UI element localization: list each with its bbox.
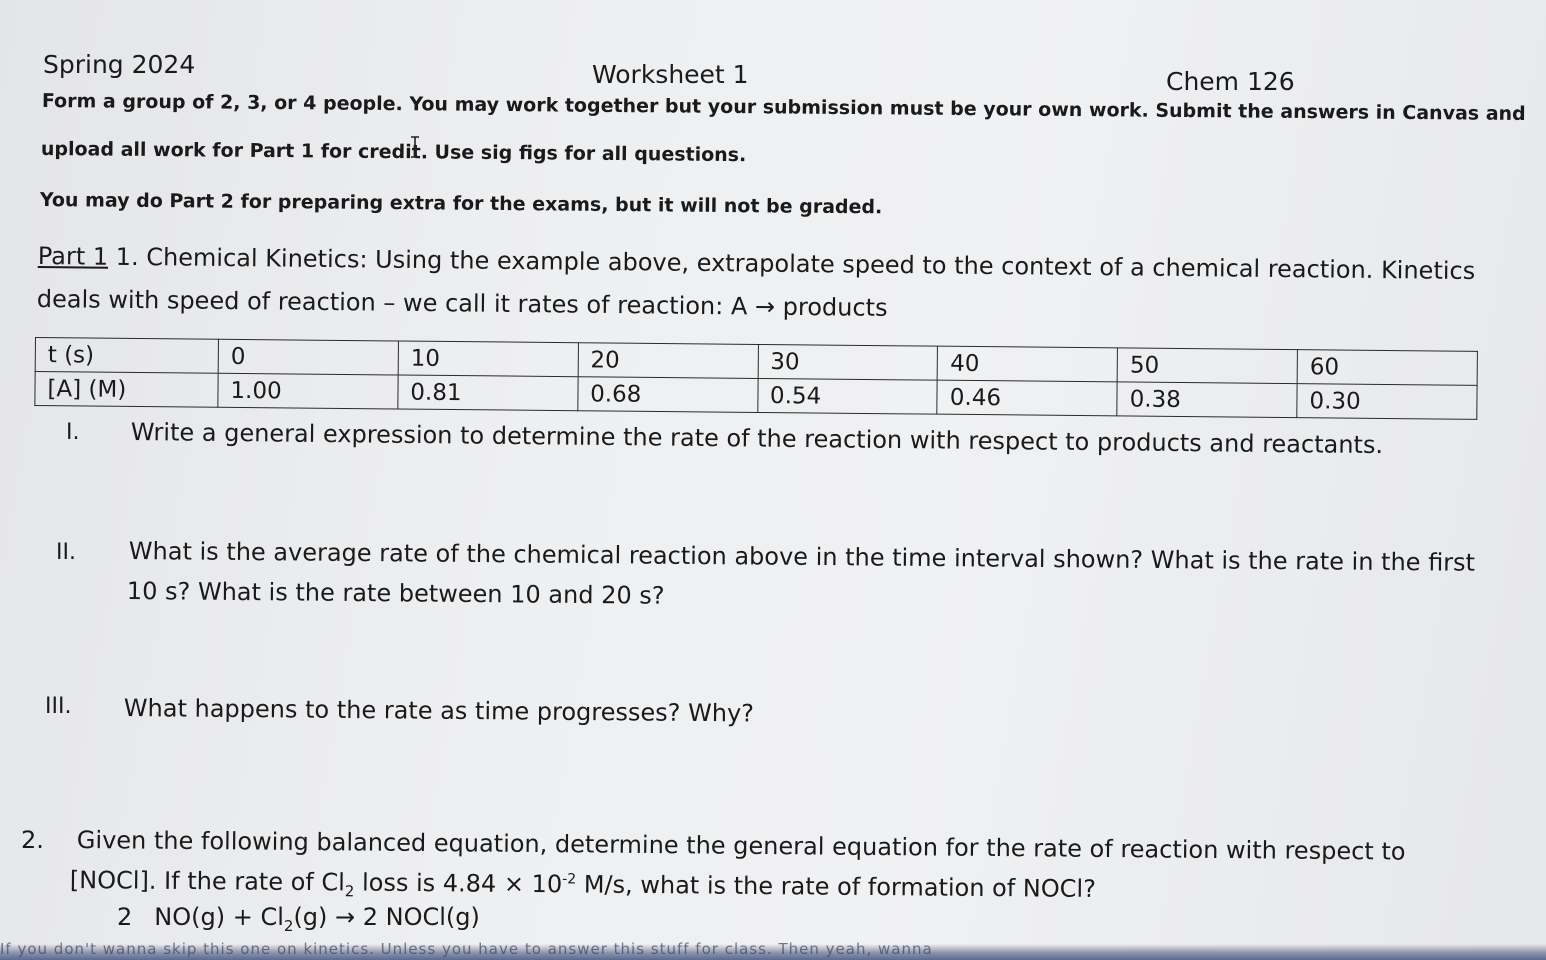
question-2-text-a: [NOCl]. If the rate of Cl: [69, 866, 345, 897]
footer-text: If you don't wanna skip this one on kinetics. Unless you have to answer this stuff for class. Then yeah, wanna: [0, 940, 933, 958]
concentration-cell: 0.68: [578, 377, 758, 413]
question-2-text-c: M/s, what is the rate of formation of NOCl?: [576, 870, 1097, 903]
instructions-line-1: Form a group of 2, 3, or 4 people. You may work together but your submission must be your own work. Submit the answers in Canvas and: [41, 90, 1526, 125]
question-2-number: 2.: [21, 826, 44, 854]
subquestion-2-text-line-1: What is the average rate of the chemical reaction above in the time interval shown? What is the rate in the first: [128, 537, 1476, 577]
question-2-text-b: loss is 4.84 × 10: [354, 868, 563, 899]
subquestion-2-number: II.: [56, 540, 76, 565]
instructions-line-2: upload all work for Part 1 for credit. Use sig figs for all questions.: [40, 138, 747, 167]
text-cursor-icon: [410, 136, 420, 158]
time-cell: 0: [218, 339, 398, 375]
time-cell: 40: [938, 346, 1118, 382]
cut-off-footer-line: [0, 940, 1546, 960]
concentration-cell: 0.81: [398, 375, 578, 411]
concentration-cell: 0.38: [1117, 382, 1297, 418]
subquestion-2-text-line-2: 10 s? What is the rate between 10 and 20 s?: [126, 577, 665, 610]
equation-right: (g) → 2 NOCl(g): [293, 903, 480, 931]
exponent: -2: [562, 871, 577, 888]
time-row-header: t (s): [35, 338, 218, 374]
subquestion-1-text: Write a general expression to determine the rate of the reaction with respect to products and reactants.: [130, 418, 1384, 460]
time-cell: 30: [758, 344, 938, 380]
question-2-line-2: [70, 866, 1096, 907]
part1-question-line-1: [38, 242, 1476, 285]
instructions-line-3: You may do Part 2 for preparing extra for the exams, but it will not be graded.: [39, 189, 883, 219]
question-2-line-1: Given the following balanced equation, determine the general equation for the rate of reaction with respect to: [76, 826, 1406, 866]
concentration-cell: 1.00: [218, 373, 398, 409]
equation-left: NO(g) + Cl: [154, 903, 284, 931]
worksheet-title: Worksheet 1: [592, 60, 749, 89]
part1-question-text: 1. Chemical Kinetics: Using the example above, extrapolate speed to the context of a chemical reaction. Kinetics: [107, 242, 1476, 286]
concentration-cell: 0.30: [1297, 384, 1477, 420]
cl2-subscript: 2: [344, 882, 355, 901]
part1-question-line-2: deals with speed of reaction – we call it rates of reaction: A → products: [36, 285, 888, 322]
kinetics-data-table: [34, 337, 1478, 420]
concentration-cell: 0.54: [757, 378, 937, 414]
time-cell: 10: [398, 341, 578, 377]
time-cell: 20: [578, 343, 758, 379]
header-term: Spring 2024: [43, 50, 196, 79]
course-name: Chem 126: [1166, 67, 1295, 96]
equation-cl2-subscript: 2: [283, 916, 294, 935]
balanced-equation: [117, 903, 480, 935]
subquestion-3-text: What happens to the rate as time progresses? Why?: [123, 694, 755, 728]
subquestion-1-number: I.: [66, 420, 80, 445]
time-cell: 50: [1117, 348, 1297, 384]
part1-label: Part 1: [37, 242, 109, 271]
time-cell: 60: [1297, 350, 1477, 386]
subquestion-3-number: III.: [45, 694, 72, 719]
concentration-cell: 0.46: [937, 380, 1117, 416]
concentration-row-header: [A] (M): [35, 372, 218, 408]
equation-coefficient: 2: [117, 903, 133, 931]
